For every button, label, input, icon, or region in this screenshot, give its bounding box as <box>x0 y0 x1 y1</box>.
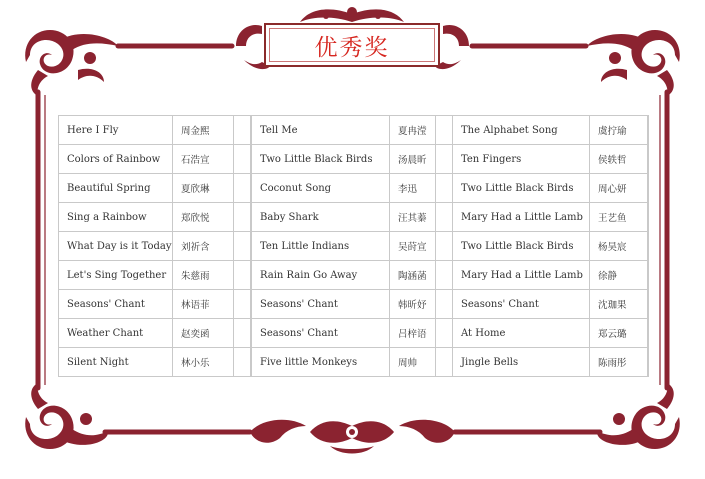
song-title: Seasons' Chant <box>252 290 390 319</box>
blank-cell <box>648 174 649 203</box>
student-name: 赵奕函 <box>173 319 234 348</box>
blank-cell <box>234 116 251 145</box>
blank-cell <box>648 261 649 290</box>
table-row <box>252 290 453 319</box>
blank-cell <box>234 232 251 261</box>
blank-cell <box>436 319 453 348</box>
student-name: 夏冉滢 <box>390 116 436 145</box>
student-name: 郑欣悦 <box>173 203 234 232</box>
blank-cell <box>648 203 649 232</box>
blank-cell <box>436 290 453 319</box>
song-title: Silent Night <box>59 348 173 377</box>
table-body-3 <box>453 116 649 377</box>
blank-cell <box>234 145 251 174</box>
award-title: 优秀奖 <box>314 34 390 61</box>
song-title: The Alphabet Song <box>453 116 590 145</box>
student-name: 吴莳宣 <box>390 232 436 261</box>
table-row <box>252 116 453 145</box>
table-row <box>453 174 649 203</box>
student-name: 周金熙 <box>173 116 234 145</box>
blank-cell <box>234 261 251 290</box>
student-name: 徐静 <box>590 261 648 290</box>
blank-cell <box>648 232 649 261</box>
song-title: Two Little Black Birds <box>453 232 590 261</box>
blank-cell <box>234 203 251 232</box>
table-row <box>59 116 251 145</box>
student-name: 石浩宣 <box>173 145 234 174</box>
student-name: 虞拧瑜 <box>590 116 648 145</box>
student-name: 陈雨彤 <box>590 348 648 377</box>
song-title: Colors of Rainbow <box>59 145 173 174</box>
blank-cell <box>648 348 649 377</box>
table-row <box>252 145 453 174</box>
award-title-banner <box>264 23 440 67</box>
table-row <box>59 232 251 261</box>
student-name: 韩昕妤 <box>390 290 436 319</box>
table-row <box>59 174 251 203</box>
student-name: 汪其蓁 <box>390 203 436 232</box>
song-title: What Day is it Today <box>59 232 173 261</box>
table-row <box>252 348 453 377</box>
song-title: Seasons' Chant <box>453 290 590 319</box>
blank-cell <box>648 116 649 145</box>
song-title: Weather Chant <box>59 319 173 348</box>
song-title: Baby Shark <box>252 203 390 232</box>
song-title: Two Little Black Birds <box>252 145 390 174</box>
student-name: 李迅 <box>390 174 436 203</box>
student-name: 沈珈果 <box>590 290 648 319</box>
blank-cell <box>436 232 453 261</box>
song-title: Tell Me <box>252 116 390 145</box>
song-title: Rain Rain Go Away <box>252 261 390 290</box>
table-row <box>453 203 649 232</box>
song-title: Sing a Rainbow <box>59 203 173 232</box>
table-row <box>252 319 453 348</box>
student-name: 郑云璐 <box>590 319 648 348</box>
table-row <box>252 203 453 232</box>
student-name: 林语菲 <box>173 290 234 319</box>
song-title: Seasons' Chant <box>252 319 390 348</box>
song-title: Ten Little Indians <box>252 232 390 261</box>
blank-cell <box>234 174 251 203</box>
table-row <box>453 290 649 319</box>
table-row <box>453 261 649 290</box>
table-row <box>453 232 649 261</box>
bottom-center-ornament <box>250 420 455 454</box>
award-table-2 <box>251 115 453 377</box>
corner-ornament-bottom-left <box>25 383 108 449</box>
student-name: 周帅 <box>390 348 436 377</box>
award-table-1 <box>58 115 251 377</box>
table-row <box>59 145 251 174</box>
song-title: At Home <box>453 319 590 348</box>
blank-cell <box>648 290 649 319</box>
student-name: 侯轶哲 <box>590 145 648 174</box>
table-row <box>59 203 251 232</box>
blank-cell <box>436 174 453 203</box>
table-body-1 <box>59 116 251 377</box>
student-name: 夏欣琳 <box>173 174 234 203</box>
corner-ornament-bottom-right <box>597 383 680 449</box>
blank-cell <box>234 290 251 319</box>
blank-cell <box>436 348 453 377</box>
table-row <box>453 116 649 145</box>
student-name: 王艺鱼 <box>590 203 648 232</box>
student-name: 刘祈含 <box>173 232 234 261</box>
table-row <box>59 348 251 377</box>
blank-cell <box>234 319 251 348</box>
blank-cell <box>648 319 649 348</box>
table-body-2 <box>252 116 453 377</box>
table-row <box>59 261 251 290</box>
award-table-3 <box>452 115 649 377</box>
table-row <box>59 290 251 319</box>
table-row <box>453 145 649 174</box>
blank-cell <box>234 348 251 377</box>
song-title: Let's Sing Together <box>59 261 173 290</box>
song-title: Mary Had a Little Lamb <box>453 203 590 232</box>
song-title: Jingle Bells <box>453 348 590 377</box>
song-title: Five little Monkeys <box>252 348 390 377</box>
song-title: Coconut Song <box>252 174 390 203</box>
table-row <box>59 319 251 348</box>
blank-cell <box>436 261 453 290</box>
corner-ornament-top-right <box>587 30 680 96</box>
table-row <box>252 261 453 290</box>
student-name: 汤晨昕 <box>390 145 436 174</box>
song-title: Ten Fingers <box>453 145 590 174</box>
table-row <box>453 348 649 377</box>
student-name: 林小乐 <box>173 348 234 377</box>
table-row <box>453 319 649 348</box>
blank-cell <box>436 203 453 232</box>
student-name: 杨昊宸 <box>590 232 648 261</box>
song-title: Mary Had a Little Lamb <box>453 261 590 290</box>
student-name: 周心妍 <box>590 174 648 203</box>
table-row <box>252 174 453 203</box>
student-name: 朱慈雨 <box>173 261 234 290</box>
student-name: 陶涵菡 <box>390 261 436 290</box>
student-name: 吕梓语 <box>390 319 436 348</box>
song-title: Two Little Black Birds <box>453 174 590 203</box>
song-title: Seasons' Chant <box>59 290 173 319</box>
blank-cell <box>436 145 453 174</box>
song-title: Here I Fly <box>59 116 173 145</box>
corner-ornament-top-left <box>25 30 118 96</box>
table-row <box>252 232 453 261</box>
blank-cell <box>648 145 649 174</box>
song-title: Beautiful Spring <box>59 174 173 203</box>
blank-cell <box>436 116 453 145</box>
